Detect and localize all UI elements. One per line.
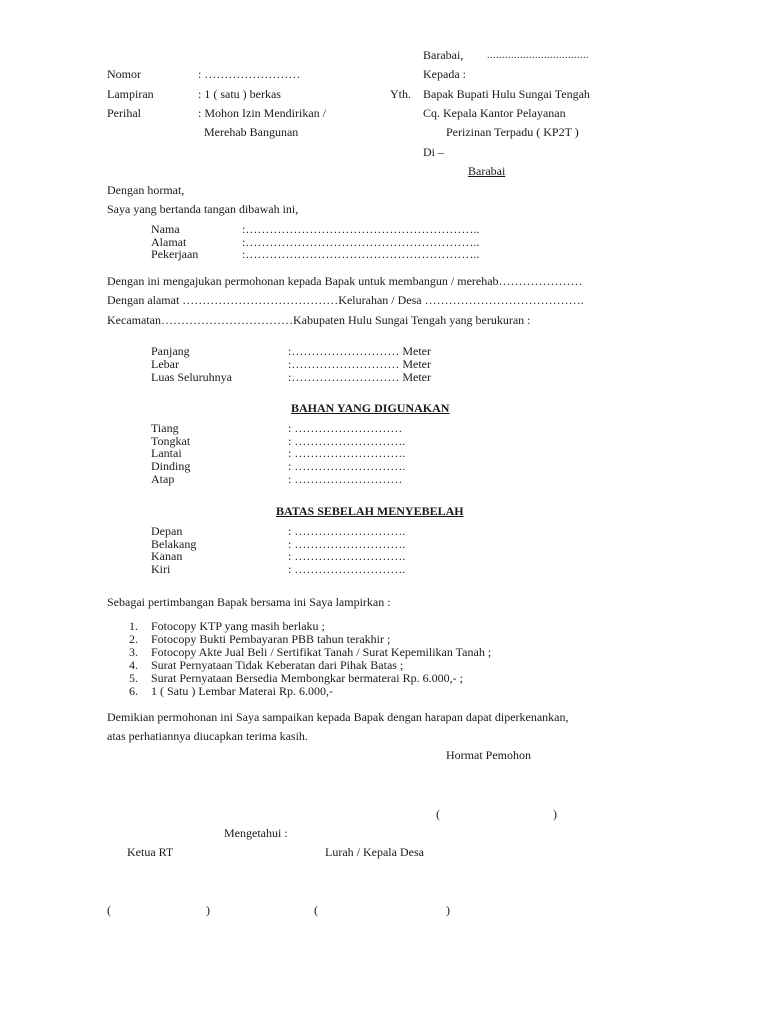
attachment-text: Fotocopy Akte Jual Beli / Sertifikat Tanah / Surat Kepemilikan Tanah ; [151, 645, 492, 659]
attachments-intro: Sebagai pertimbangan Bapak bersama ini Saya lampirkan : [107, 595, 391, 609]
nomor-label: Nomor [107, 67, 141, 81]
attachment-text: 1 ( Satu ) Lembar Materai Rp. 6.000,- [151, 684, 333, 698]
dimension-label-panjang: Panjang [151, 344, 190, 358]
recipient-line-2: Cq. Kepala Kantor Pelayanan [423, 106, 566, 120]
recipient-line-3: Perizinan Terpadu ( KP2T ) [446, 125, 579, 139]
border-label-kanan: Kanan [151, 549, 183, 563]
intro-text: Saya yang bertanda tangan dibawah ini, [107, 202, 299, 216]
ketua-rt-label: Ketua RT [127, 845, 174, 859]
dimension-value-luas: :……………………… Meter [288, 370, 431, 384]
lampiran-label: Lampiran [107, 87, 154, 101]
recipient-line-1: Bapak Bupati Hulu Sungai Tengah [423, 87, 590, 101]
nomor-value: : …………………… [198, 67, 301, 81]
borders-title: BATAS SEBELAH MENYEBELAH [276, 504, 464, 518]
lurah-paren-close: ) [446, 903, 450, 917]
material-label-tongkat: Tongkat [151, 434, 191, 448]
ketua-rt-paren-close: ) [206, 903, 210, 917]
attachment-text: Fotocopy KTP yang masih berlaku ; [151, 619, 325, 633]
signature-paren-open: ( [436, 807, 440, 821]
material-label-dinding: Dinding [151, 459, 191, 473]
place-name: Barabai [468, 164, 506, 178]
yth-label: Yth. [390, 87, 411, 101]
closing-line-1: Demikian permohonan ini Saya sampaikan kepada Bapak dengan harapan dapat diperkenankan, [107, 710, 569, 724]
material-label-atap: Atap [151, 472, 175, 486]
attachment-number: 1. [129, 619, 138, 633]
identity-value-nama: :………………………………………………….. [242, 222, 480, 236]
attachment-number: 4. [129, 658, 138, 672]
border-label-kiri: Kiri [151, 562, 171, 576]
perihal-label: Perihal [107, 106, 141, 120]
attachment-number: 5. [129, 671, 138, 685]
request-line-3: Kecamatan……………………………Kabupaten Hulu Sungai Tengah yang berukuran : [107, 313, 531, 327]
perihal-value-2: Merehab Bangunan [204, 125, 299, 139]
material-value-lantai: : ………………………. [288, 446, 406, 460]
material-label-lantai: Lantai [151, 446, 182, 460]
dimension-value-panjang: :……………………… Meter [288, 344, 431, 358]
identity-value-alamat: :………………………………………………….. [242, 235, 480, 249]
greeting: Dengan hormat, [107, 183, 185, 197]
identity-value-pekerjaan: :………………………………………………….. [242, 247, 480, 261]
attachment-text: Fotocopy Bukti Pembayaran PBB tahun terakhir ; [151, 632, 391, 646]
hormat-pemohon: Hormat Pemohon [446, 748, 531, 762]
lurah-paren-open: ( [314, 903, 318, 917]
attachment-text: Surat Pernyataan Bersedia Membongkar bermaterai Rp. 6.000,- ; [151, 671, 463, 685]
request-line-2: Dengan alamat …………………………………Kelurahan / Desa …………………………………. [107, 293, 584, 307]
identity-label-alamat: Alamat [151, 235, 187, 249]
dimension-label-luas: Luas Seluruhnya [151, 370, 232, 384]
attachment-number: 3. [129, 645, 138, 659]
material-value-tiang: : ……………………… [288, 421, 403, 435]
border-label-belakang: Belakang [151, 537, 197, 551]
border-value-kiri: : ………………………. [288, 562, 406, 576]
material-value-atap: : ……………………… [288, 472, 403, 486]
date-blank: .................................. [487, 50, 589, 61]
material-label-tiang: Tiang [151, 421, 179, 435]
lurah-label: Lurah / Kepala Desa [325, 845, 424, 859]
identity-label-pekerjaan: Pekerjaan [151, 247, 199, 261]
attachment-number: 2. [129, 632, 138, 646]
border-value-depan: : ………………………. [288, 524, 406, 538]
border-value-kanan: : ………………………. [288, 549, 406, 563]
material-value-dinding: : ………………………. [288, 459, 406, 473]
dimension-value-lebar: :……………………… Meter [288, 357, 431, 371]
mengetahui-label: Mengetahui : [224, 826, 288, 840]
city-date-label: Barabai, [423, 48, 464, 62]
di-label: Di – [423, 145, 444, 159]
border-value-belakang: : ………………………. [288, 537, 406, 551]
materials-title: BAHAN YANG DIGUNAKAN [291, 401, 450, 415]
perihal-value-1: : Mohon Izin Mendirikan / [198, 106, 326, 120]
identity-label-nama: Nama [151, 222, 180, 236]
ketua-rt-paren-open: ( [107, 903, 111, 917]
border-label-depan: Depan [151, 524, 183, 538]
attachment-text: Surat Pernyataan Tidak Keberatan dari Pihak Batas ; [151, 658, 404, 672]
dimension-label-lebar: Lebar [151, 357, 179, 371]
closing-line-2: atas perhatiannya diucapkan terima kasih. [107, 729, 308, 743]
attachment-number: 6. [129, 684, 138, 698]
kepada-label: Kepada : [423, 67, 466, 81]
lampiran-value: : 1 ( satu ) berkas [198, 87, 281, 101]
material-value-tongkat: : ………………………. [288, 434, 406, 448]
signature-paren-close: ) [553, 807, 557, 821]
request-line-1: Dengan ini mengajukan permohonan kepada Bapak untuk membangun / merehab………………… [107, 274, 583, 288]
